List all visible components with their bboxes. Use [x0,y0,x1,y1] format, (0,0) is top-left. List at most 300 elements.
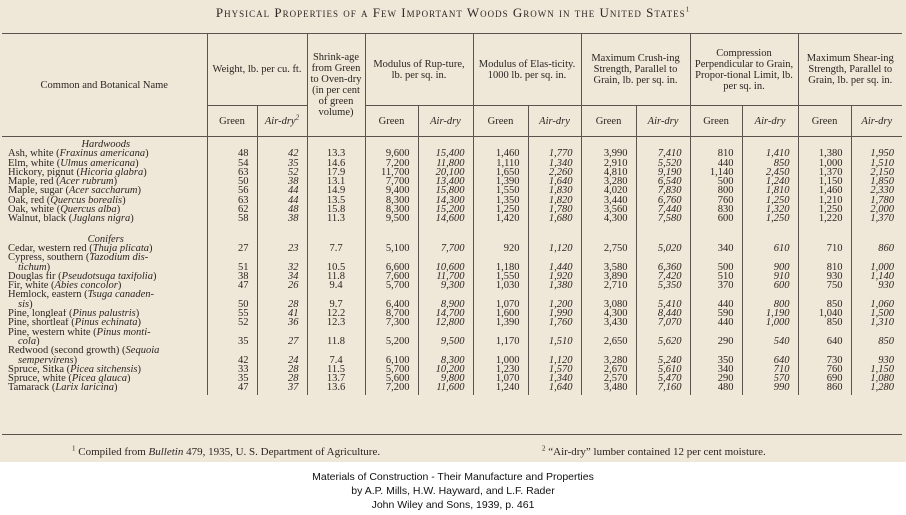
shrinkage-value: 12.3 [307,318,365,327]
elasticity-green: 1,390 [473,318,528,327]
footnote-1 [72,446,380,458]
elasticity-green: 920 [473,244,528,253]
compression-airdry: 1,810 [742,186,798,195]
crushing-airdry: 7,410 [636,149,690,158]
header-shearing: Maximum Shear-ing Strength, Parallel to Grain, lb. per sq. in. [798,34,902,106]
crushing-airdry: 5,470 [636,374,690,383]
weight-green: 33 [207,365,257,374]
crushing-green: 3,440 [581,196,636,205]
crushing-green: 2,670 [581,365,636,374]
rupture-green: 5,100 [365,244,418,253]
species-name [2,214,207,225]
table-bottom-rule [2,434,902,435]
elasticity-airdry: 2,260 [528,168,581,177]
weight-airdry: 48 [257,205,307,214]
rupture-airdry: 9,300 [418,281,473,290]
compression-airdry: 1,190 [742,309,798,318]
table-header [2,34,902,137]
rupture-green: 8,300 [365,205,418,214]
elasticity-airdry: 1,640 [528,383,581,394]
shearing-airdry: 1,080 [851,374,902,383]
caption-line-2: by A.P. Mills, H.W. Hayward, and L.F. Rader [351,485,555,497]
crushing-airdry: 5,520 [636,159,690,168]
shrinkage-value: 11.8 [307,328,365,347]
section-label: Hardwoods [81,139,131,150]
elasticity-green: 1,420 [473,214,528,225]
species-name-line: Fir, white (Abies concolor) [8,281,122,291]
compression-airdry: 900 [742,253,798,272]
common-name: Spruce, white [8,374,66,384]
botanical-name-continued: sis [18,298,30,310]
compression-green: 800 [690,186,742,195]
compression-green: 340 [690,365,742,374]
weight-green: 62 [207,205,257,214]
elasticity-green: 1,000 [473,346,528,365]
rupture-green: 9,600 [365,149,418,158]
empty-cell [257,232,307,244]
species-name-line: Spruce, white (Picea glauca) [8,374,131,384]
header-crushing: Maximum Crush-ing Strength, Parallel to Grain, lb. per sq. in. [581,34,690,106]
subheader-airdry [257,106,307,137]
rupture-airdry: 14,700 [418,309,473,318]
elasticity-airdry: 1,340 [528,374,581,383]
shearing-green: 710 [798,244,851,253]
compression-airdry: 1,240 [742,177,798,186]
shearing-green: 1,040 [798,309,851,318]
rupture-airdry: 8,300 [418,346,473,365]
rupture-green: 5,200 [365,328,418,347]
empty-cell [690,232,742,244]
rupture-airdry: 7,700 [418,244,473,253]
compression-airdry: 570 [742,374,798,383]
shearing-airdry: 1,000 [851,253,902,272]
elasticity-airdry: 1,340 [528,159,581,168]
table-row [2,253,902,272]
header-compression: Compression Perpendicular to Grain, Propor-tional Limit, lb. per sq. in. [690,34,798,106]
species-name-line: Ash, white (Fraxinus americana) [8,149,149,159]
elasticity-green: 1,550 [473,186,528,195]
elasticity-airdry: 1,780 [528,205,581,214]
species-name-continued: tichum) [18,261,51,272]
subheader-green: Green [365,106,418,137]
crushing-airdry: 7,440 [636,205,690,214]
botanical-name: Ulmus americana [60,158,136,168]
table-row [2,290,902,309]
shrinkage-value: 17.9 [307,168,365,177]
weight-airdry: 42 [257,149,307,158]
wood-properties-table [2,33,902,395]
rupture-green: 8,300 [365,196,418,205]
botanical-name: Pinus monti- [96,327,151,338]
common-name: Pine, shortleaf [8,318,69,328]
shearing-green: 760 [798,365,851,374]
elasticity-airdry: 1,440 [528,253,581,272]
rupture-green: 7,600 [365,272,418,281]
crushing-green: 2,750 [581,244,636,253]
species-name-continued: cola) [18,335,40,347]
empty-cell [257,137,307,150]
species-name-line: Elm, white (Ulmus americana) [8,158,139,168]
species-name-line: Douglas fir (Pseudotsuga taxifolia) [8,271,157,282]
table-row [2,214,902,225]
elasticity-green: 1,600 [473,309,528,318]
table-body [2,137,902,395]
elasticity-airdry: 1,830 [528,186,581,195]
compression-green: 440 [690,159,742,168]
shearing-airdry: 1,780 [851,196,902,205]
rupture-green: 6,400 [365,290,418,309]
weight-airdry: 35 [257,159,307,168]
shearing-green: 1,150 [798,177,851,186]
weight-green: 35 [207,328,257,347]
common-name: Cypress, southern [8,253,84,264]
crushing-airdry: 5,410 [636,290,690,309]
elasticity-airdry: 1,200 [528,290,581,309]
compression-green: 340 [690,244,742,253]
rupture-airdry: 14,300 [418,196,473,205]
elasticity-airdry: 1,640 [528,177,581,186]
shearing-airdry: 1,060 [851,290,902,309]
compression-green: 590 [690,309,742,318]
compression-green: 600 [690,214,742,225]
compression-airdry: 1,320 [742,205,798,214]
table-row [2,346,902,365]
table-row [2,318,902,327]
compression-airdry: 910 [742,272,798,281]
empty-cell [473,232,528,244]
elasticity-airdry: 1,570 [528,365,581,374]
elasticity-green: 1,230 [473,365,528,374]
shearing-green: 640 [798,328,851,347]
compression-green: 440 [690,318,742,327]
species-name [2,318,207,327]
caption-line-3: John Wiley and Sons, 1939, p. 461 [371,499,535,511]
crushing-green: 3,580 [581,253,636,272]
compression-airdry: 610 [742,244,798,253]
weight-green: 54 [207,159,257,168]
species-name-line: Hickory, pignut (Hicoria glabra) [8,167,147,178]
common-name: Hemlock, eastern [8,290,82,301]
species-name-line: Maple, red (Acer rubrum) [8,177,118,187]
shrinkage-value: 10.5 [307,253,365,272]
species-name-line: Spruce, Sitka (Picea sitchensis) [8,364,141,375]
crushing-airdry: 7,160 [636,383,690,394]
table-row [2,383,902,394]
crushing-airdry: 5,240 [636,346,690,365]
species-name [2,374,207,383]
common-name: Redwood (second growth) [8,346,120,357]
crushing-green: 4,300 [581,214,636,225]
weight-airdry: 36 [257,318,307,327]
header-weight: Weight, lb. per cu. ft. [207,34,307,106]
botanical-name: Pinus palustris [72,309,136,319]
botanical-name: Juglans nigra [72,214,131,225]
empty-cell [851,232,902,244]
shrinkage-value: 13.1 [307,177,365,186]
rupture-airdry: 15,800 [418,186,473,195]
shrinkage-value: 7.4 [307,346,365,365]
crushing-green: 2,570 [581,374,636,383]
botanical-name: Pseudotsuga taxifolia [61,271,153,282]
rupture-airdry: 14,600 [418,214,473,225]
elasticity-airdry: 1,510 [528,328,581,347]
rupture-green: 9,500 [365,214,418,225]
rupture-airdry: 9,500 [418,328,473,347]
shrinkage-value: 13.3 [307,149,365,158]
weight-green: 55 [207,309,257,318]
compression-airdry: 1,410 [742,149,798,158]
rupture-airdry: 20,100 [418,168,473,177]
species-name-line: Pine, shortleaf (Pinus echinata) [8,318,141,328]
species-name-line: Maple, sugar (Acer saccharum) [8,186,141,196]
subheader-airdry: Air-dry [636,106,690,137]
weight-green: 63 [207,196,257,205]
common-name: Fir, white [8,281,49,291]
elasticity-airdry: 1,680 [528,214,581,225]
botanical-name: Acer rubrum [59,177,114,187]
elasticity-airdry: 1,920 [528,272,581,281]
rupture-green: 7,300 [365,318,418,327]
crushing-airdry: 5,620 [636,328,690,347]
species-name-line: Tamarack (Larix laricina) [8,383,118,394]
source-caption [0,470,906,512]
shearing-green: 930 [798,272,851,281]
footnote-2 [542,446,766,458]
shearing-green: 730 [798,346,851,365]
common-name: Elm, white [8,158,55,168]
common-name: Oak, white [8,205,55,215]
table-title [0,5,906,21]
compression-airdry: 540 [742,328,798,347]
botanical-name: Hicoria glabra [79,167,144,178]
species-name [2,253,207,272]
subheader-green: Green [690,106,742,137]
weight-green: 52 [207,318,257,327]
botanical-name-continued: tichum [18,261,47,272]
botanical-name: Quercus alba [60,205,117,215]
shrinkage-value: 13.6 [307,383,365,394]
weight-airdry: 34 [257,272,307,281]
rupture-airdry: 12,800 [418,318,473,327]
elasticity-green: 1,070 [473,290,528,309]
common-name: Oak, red [8,195,45,206]
botanical-name: Tazodium dis- [89,253,149,264]
species-name [2,186,207,195]
elasticity-airdry: 1,760 [528,318,581,327]
weight-airdry: 52 [257,168,307,177]
rupture-airdry: 13,400 [418,177,473,186]
subheader-airdry: Air-dry [742,106,798,137]
header-name: Common and Botanical Name [2,34,207,137]
footnote-2-number: 2 [542,444,546,453]
empty-cell [207,232,257,244]
crushing-airdry: 5,350 [636,281,690,290]
shearing-green: 690 [798,374,851,383]
compression-airdry: 640 [742,346,798,365]
shrinkage-value: 11.3 [307,214,365,225]
crushing-green: 3,890 [581,272,636,281]
crushing-green: 2,650 [581,328,636,347]
common-name: Pine, longleaf [8,309,67,319]
header-rupture: Modulus of Rup-ture, lb. per sq. in. [365,34,473,106]
rupture-green: 5,600 [365,374,418,383]
species-name-line: Cedar, western red (Thuja plicata) [8,243,153,254]
shearing-airdry: 1,310 [851,318,902,327]
weight-airdry: 44 [257,186,307,195]
species-name [2,244,207,253]
weight-green: 47 [207,383,257,394]
header-elasticity: Modulus of Elas-ticity. 1000 lb. per sq. in. [473,34,581,106]
rupture-airdry: 15,400 [418,149,473,158]
elasticity-airdry: 1,380 [528,281,581,290]
elasticity-airdry: 1,990 [528,309,581,318]
species-name-line: Pine, longleaf (Pinus palustris) [8,309,140,319]
shearing-airdry: 2,330 [851,186,902,195]
botanical-name: Tsuga canaden- [87,290,155,301]
elasticity-green: 1,030 [473,281,528,290]
shearing-green: 1,000 [798,159,851,168]
rupture-green: 8,700 [365,309,418,318]
shearing-airdry: 2,150 [851,168,902,177]
common-name: Ash, white [8,149,54,159]
shrinkage-value: 13.5 [307,196,365,205]
table-row [2,328,902,347]
compression-green: 350 [690,346,742,365]
shrinkage-value: 14.9 [307,186,365,195]
species-name [2,272,207,281]
crushing-green: 3,280 [581,177,636,186]
species-name-line: Oak, red (Quercus borealis) [8,195,126,206]
table-row [2,281,902,290]
elasticity-green: 1,240 [473,383,528,394]
elasticity-green: 1,170 [473,328,528,347]
rupture-airdry: 9,800 [418,374,473,383]
section-label: Conifers [87,233,124,244]
weight-airdry: 37 [257,383,307,394]
footnote-1-bulletin: Bulletin [148,446,184,458]
weight-green: 38 [207,272,257,281]
species-name-continued: sempervirens) [18,354,78,365]
species-name [2,177,207,186]
weight-green: 47 [207,281,257,290]
compression-airdry: 800 [742,290,798,309]
shearing-green: 810 [798,253,851,272]
common-name: Douglas fir [8,271,56,282]
shrinkage-value: 14.6 [307,159,365,168]
compression-airdry: 710 [742,365,798,374]
weight-green: 63 [207,168,257,177]
species-name [2,168,207,177]
weight-green: 56 [207,186,257,195]
compression-green: 500 [690,253,742,272]
botanical-name: Abies concolor [54,281,118,291]
crushing-green: 4,810 [581,168,636,177]
elasticity-green: 1,180 [473,253,528,272]
botanical-name: Fraxinus americana [59,149,146,159]
weight-airdry: 26 [257,281,307,290]
compression-green: 370 [690,281,742,290]
shrinkage-value: 7.7 [307,244,365,253]
species-name-line: Cypress, southern (Tazodium dis- [8,253,149,264]
crushing-airdry: 6,540 [636,177,690,186]
shrinkage-value: 12.2 [307,309,365,318]
species-name [2,281,207,290]
botanical-name: Pinus echinata [74,318,138,328]
compression-airdry: 1,250 [742,214,798,225]
subheader-green: Green [473,106,528,137]
compression-green: 1,140 [690,168,742,177]
crushing-airdry: 9,190 [636,168,690,177]
shearing-airdry: 1,950 [851,149,902,158]
weight-airdry: 38 [257,214,307,225]
airdry-footnote-ref: 2 [295,113,300,121]
elasticity-green: 1,250 [473,205,528,214]
crushing-airdry: 7,830 [636,186,690,195]
species-name [2,159,207,168]
compression-green: 440 [690,290,742,309]
species-name [2,346,207,365]
compression-airdry: 1,250 [742,196,798,205]
crushing-green: 3,280 [581,346,636,365]
weight-green: 35 [207,374,257,383]
crushing-green: 3,990 [581,149,636,158]
shearing-airdry: 930 [851,346,902,365]
shearing-green: 850 [798,318,851,327]
crushing-airdry: 5,020 [636,244,690,253]
common-name: Cedar, western red [8,243,87,254]
compression-airdry: 850 [742,159,798,168]
shearing-airdry: 1,500 [851,309,902,318]
botanical-name: Thuja plicata [92,243,150,254]
elasticity-airdry: 1,820 [528,196,581,205]
rupture-green: 6,100 [365,346,418,365]
botanical-name: Quercus borealis [50,195,123,206]
empty-cell [798,232,851,244]
shearing-airdry: 1,850 [851,177,902,186]
compression-airdry: 1,000 [742,318,798,327]
header-shrinkage: Shrink-age from Green to Oven-dry (in per cent of green volume) [307,34,365,137]
shearing-green: 1,210 [798,196,851,205]
crushing-airdry: 7,580 [636,214,690,225]
rupture-green: 7,200 [365,159,418,168]
elasticity-green: 1,110 [473,159,528,168]
shrinkage-value: 15.8 [307,205,365,214]
compression-green: 290 [690,374,742,383]
table-title-text: Physical Properties of a Few Important Woods Grown in the United States [215,5,686,20]
crushing-airdry: 7,070 [636,318,690,327]
compression-airdry: 990 [742,383,798,394]
shrinkage-value: 13.7 [307,374,365,383]
table-row [2,244,902,253]
shearing-green: 1,220 [798,214,851,225]
crushing-airdry: 7,420 [636,272,690,281]
species-name [2,205,207,214]
species-name-continued: sis) [18,298,33,310]
compression-airdry: 600 [742,281,798,290]
rupture-airdry: 10,600 [418,253,473,272]
weight-airdry: 27 [257,328,307,347]
elasticity-green: 1,350 [473,196,528,205]
crushing-airdry: 8,440 [636,309,690,318]
shearing-green: 1,460 [798,186,851,195]
compression-green: 290 [690,328,742,347]
crushing-green: 4,020 [581,186,636,195]
footnote-1-pre: Compiled from [78,446,149,458]
botanical-name: Larix laricina [55,383,115,394]
rupture-airdry: 11,700 [418,272,473,281]
species-name-line: Oak, white (Quercus alba) [8,205,121,215]
weight-green: 51 [207,253,257,272]
